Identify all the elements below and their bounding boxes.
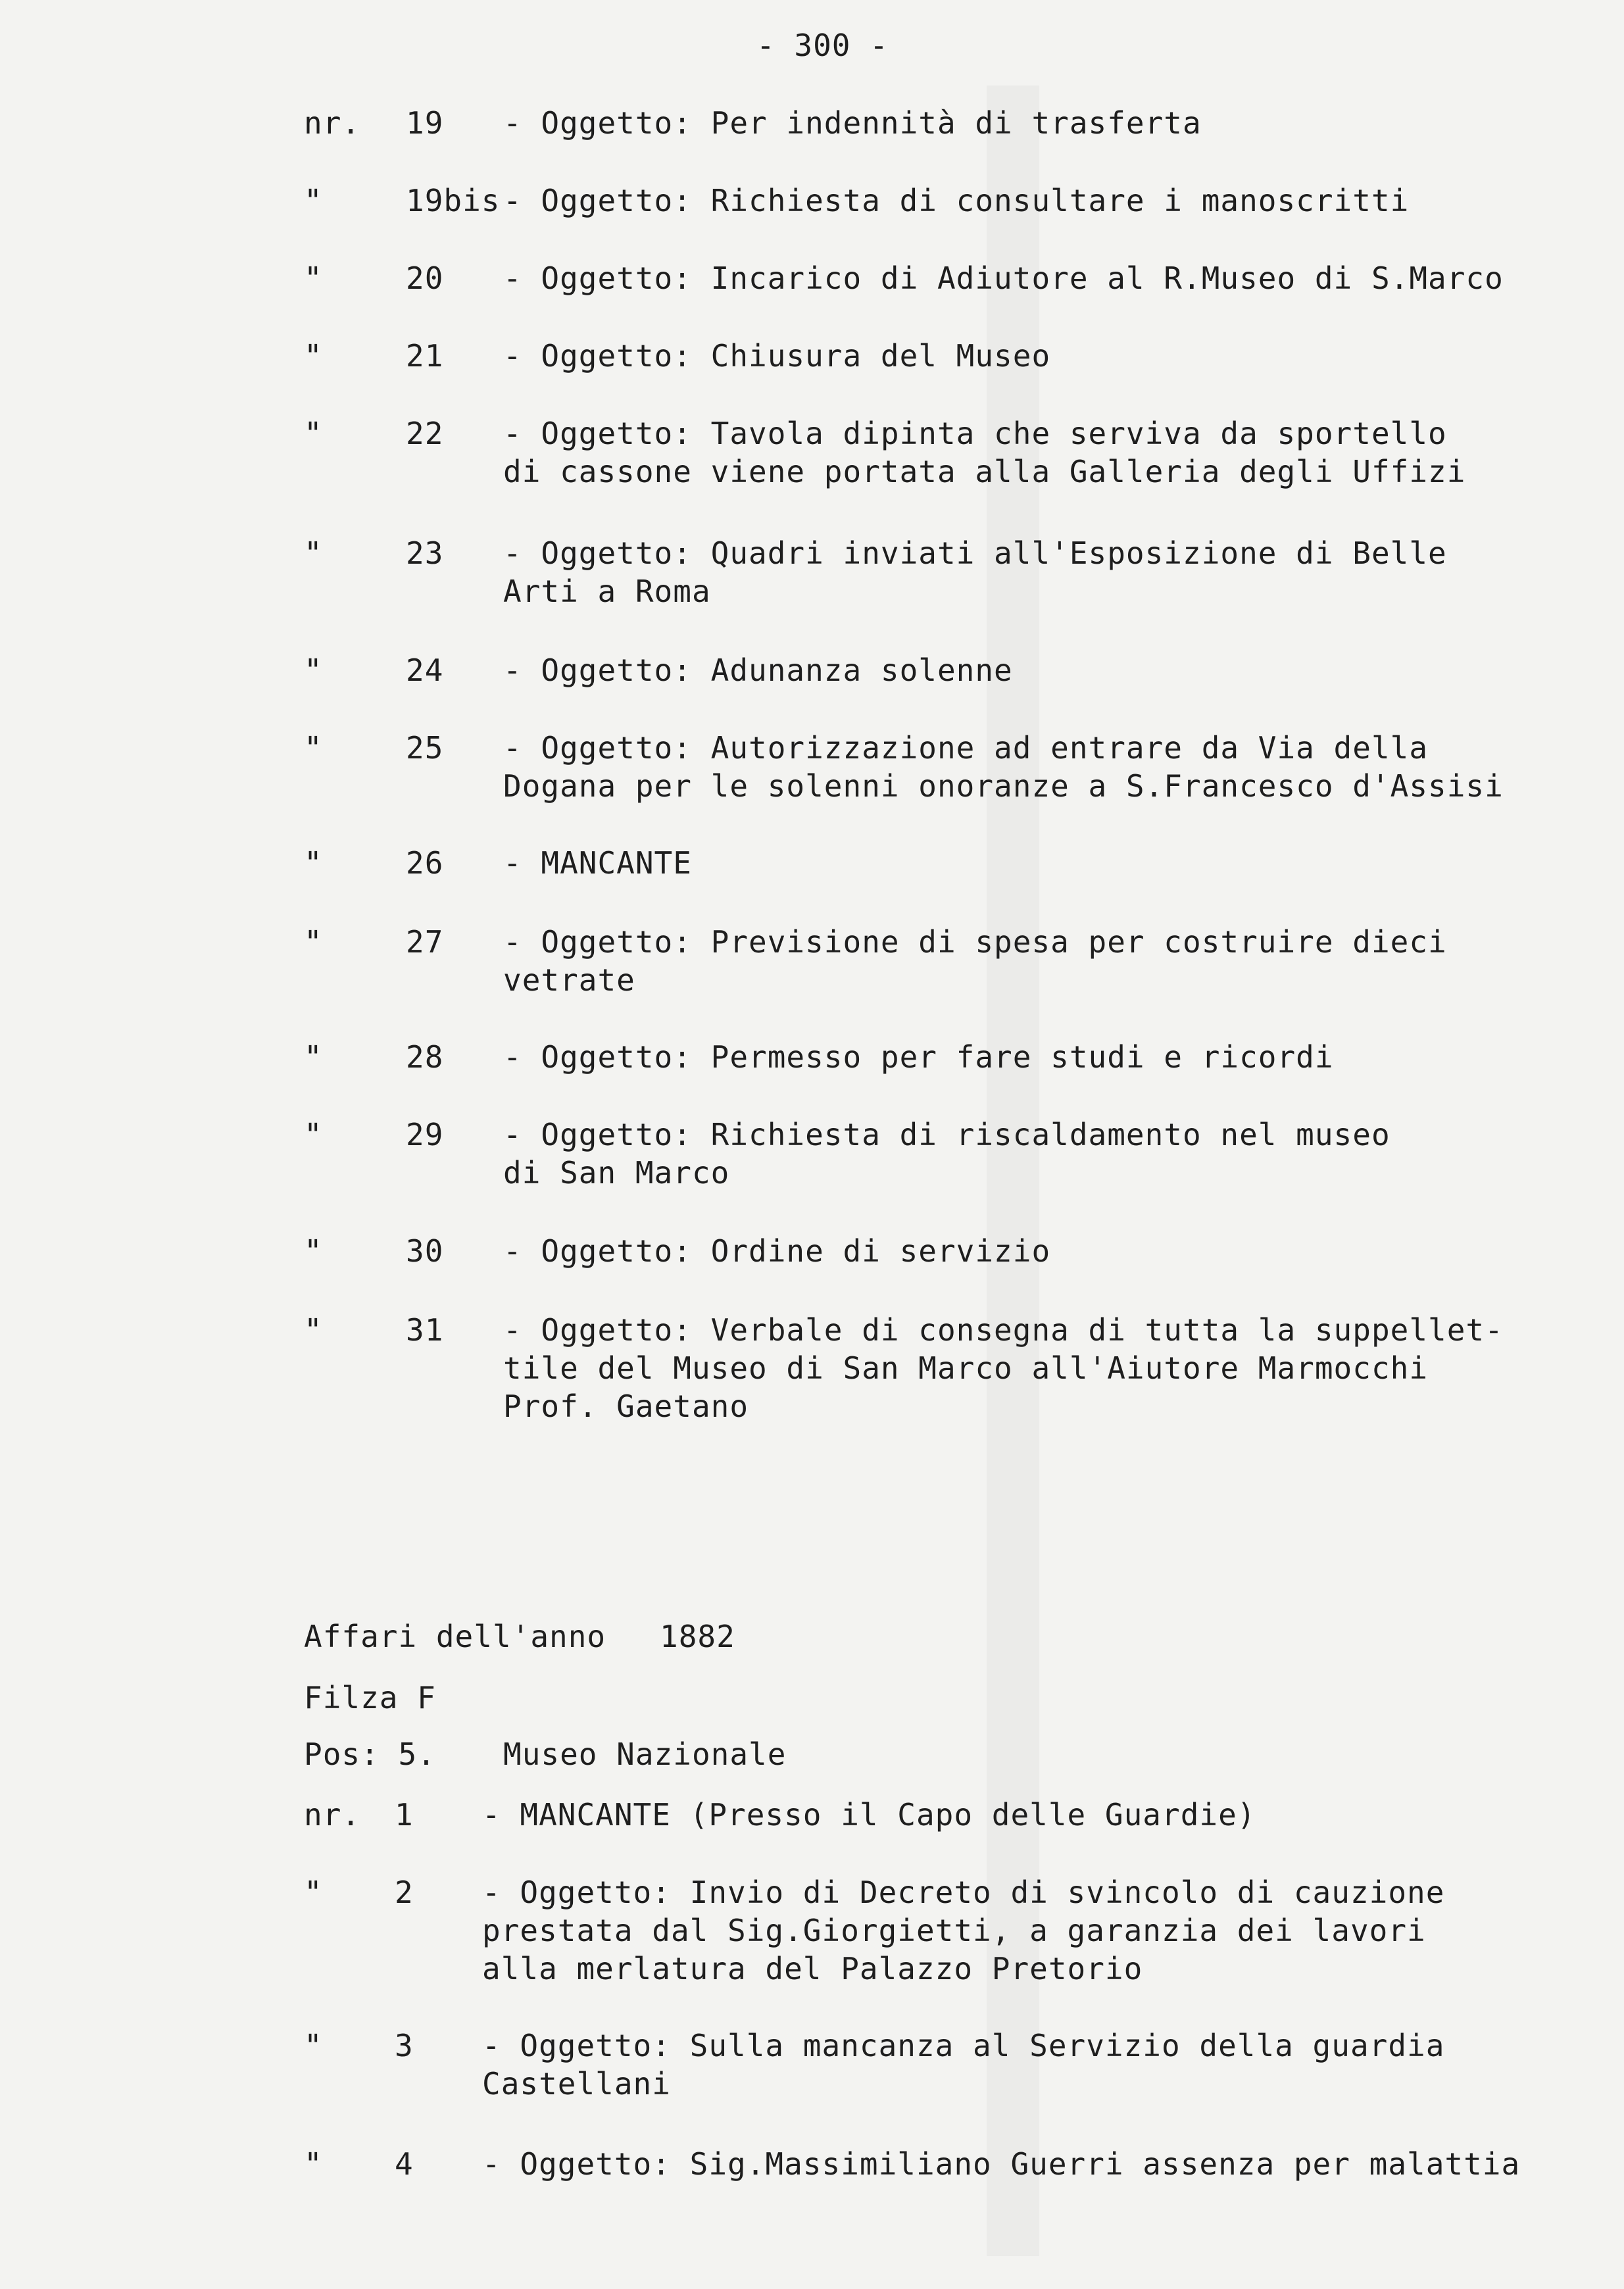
entry-prefix: "	[304, 1233, 323, 1269]
entry-text-continuation: Dogana per le solenni onoranze a S.Francesco d'Assisi	[503, 768, 1504, 804]
entry-number: 23	[406, 535, 444, 571]
section-year: 1882	[660, 1619, 735, 1654]
entry-prefix: nr.	[304, 105, 361, 141]
entry-number: 20	[406, 260, 444, 296]
entry-number: 22	[406, 416, 444, 451]
entry-prefix: "	[304, 260, 323, 296]
section-pos-value: Museo Nazionale	[503, 1736, 787, 1772]
entry-number: 21	[406, 338, 444, 374]
entry-text: - Oggetto: Ordine di servizio	[503, 1233, 1051, 1269]
entry-number: 26	[406, 845, 444, 881]
page-number: - 300 -	[756, 28, 889, 63]
entry-number: 28	[406, 1039, 444, 1075]
entry-prefix: "	[304, 416, 323, 451]
entry-prefix: "	[304, 652, 323, 688]
entry-prefix: "	[304, 2146, 323, 2182]
entry-prefix: "	[304, 2028, 323, 2063]
entry-text: - Oggetto: Previsione di spesa per costruire dieci	[503, 924, 1447, 960]
section-affari-label: Affari dell'anno	[304, 1619, 606, 1654]
entry-text: - Oggetto: Autorizzazione ad entrare da Via della	[503, 730, 1429, 766]
entry-prefix: "	[304, 338, 323, 374]
entry-text-continuation: vetrate	[503, 962, 635, 998]
entry-text-continuation: Arti a Roma	[503, 574, 711, 609]
entry-number: 4	[395, 2146, 414, 2182]
entry-text: - Oggetto: Per indennità di trasferta	[503, 105, 1202, 141]
entry-prefix: "	[304, 1039, 323, 1075]
entry-prefix: "	[304, 183, 323, 218]
entry-prefix: "	[304, 845, 323, 881]
entry-text: - Oggetto: Invio di Decreto di svincolo di cauzione	[482, 1875, 1445, 1910]
entry-prefix: "	[304, 1875, 323, 1910]
entry-text-continuation: alla merlatura del Palazzo Pretorio	[482, 1951, 1143, 1986]
entry-text-continuation: di San Marco	[503, 1155, 730, 1191]
entry-number: 27	[406, 924, 444, 960]
entry-number: 29	[406, 1117, 444, 1152]
entry-text: - Oggetto: Tavola dipinta che serviva da sportello	[503, 416, 1447, 451]
entry-number: 25	[406, 730, 444, 766]
entry-text: - MANCANTE (Presso il Capo delle Guardie)	[482, 1797, 1256, 1833]
section-filza: Filza F	[304, 1680, 436, 1715]
entry-text: - Oggetto: Richiesta di consultare i manoscritti	[503, 183, 1410, 218]
entry-text: - Oggetto: Adunanza solenne	[503, 652, 1013, 688]
entry-text: - MANCANTE	[503, 845, 692, 881]
entry-number: 19bis	[406, 183, 501, 218]
entry-number: 2	[395, 1875, 414, 1910]
entry-number: 30	[406, 1233, 444, 1269]
entry-prefix: "	[304, 924, 323, 960]
entry-text-continuation: tile del Museo di San Marco all'Aiutore Marmocchi	[503, 1350, 1429, 1386]
entry-text: - Oggetto: Sig.Massimiliano Guerri assenza per malattia	[482, 2146, 1521, 2182]
entry-text: - Oggetto: Verbale di consegna di tutta la suppellet-	[503, 1312, 1504, 1348]
entry-number: 24	[406, 652, 444, 688]
entry-prefix: "	[304, 1312, 323, 1348]
entry-number: 31	[406, 1312, 444, 1348]
entry-text: - Oggetto: Permesso per fare studi e ricordi	[503, 1039, 1334, 1075]
entry-number: 3	[395, 2028, 414, 2063]
entry-prefix: "	[304, 1117, 323, 1152]
entry-number: 1	[395, 1797, 414, 1833]
entry-text: - Oggetto: Sulla mancanza al Servizio della guardia	[482, 2028, 1445, 2063]
entry-text: - Oggetto: Incarico di Adiutore al R.Museo di S.Marco	[503, 260, 1504, 296]
entry-text: - Oggetto: Chiusura del Museo	[503, 338, 1051, 374]
section-pos-label: Pos: 5.	[304, 1736, 436, 1772]
entry-text: - Oggetto: Richiesta di riscaldamento nel museo	[503, 1117, 1390, 1152]
entry-text-continuation: prestata dal Sig.Giorgietti, a garanzia dei lavori	[482, 1913, 1426, 1948]
entry-text: - Oggetto: Quadri inviati all'Esposizione di Belle	[503, 535, 1447, 571]
entry-prefix: nr.	[304, 1797, 361, 1833]
entry-text-continuation: Castellani	[482, 2066, 671, 2102]
entry-prefix: "	[304, 535, 323, 571]
entry-text-continuation: di cassone viene portata alla Galleria degli Uffizi	[503, 454, 1466, 489]
entry-number: 19	[406, 105, 444, 141]
entry-text-continuation: Prof. Gaetano	[503, 1389, 749, 1424]
entry-prefix: "	[304, 730, 323, 766]
